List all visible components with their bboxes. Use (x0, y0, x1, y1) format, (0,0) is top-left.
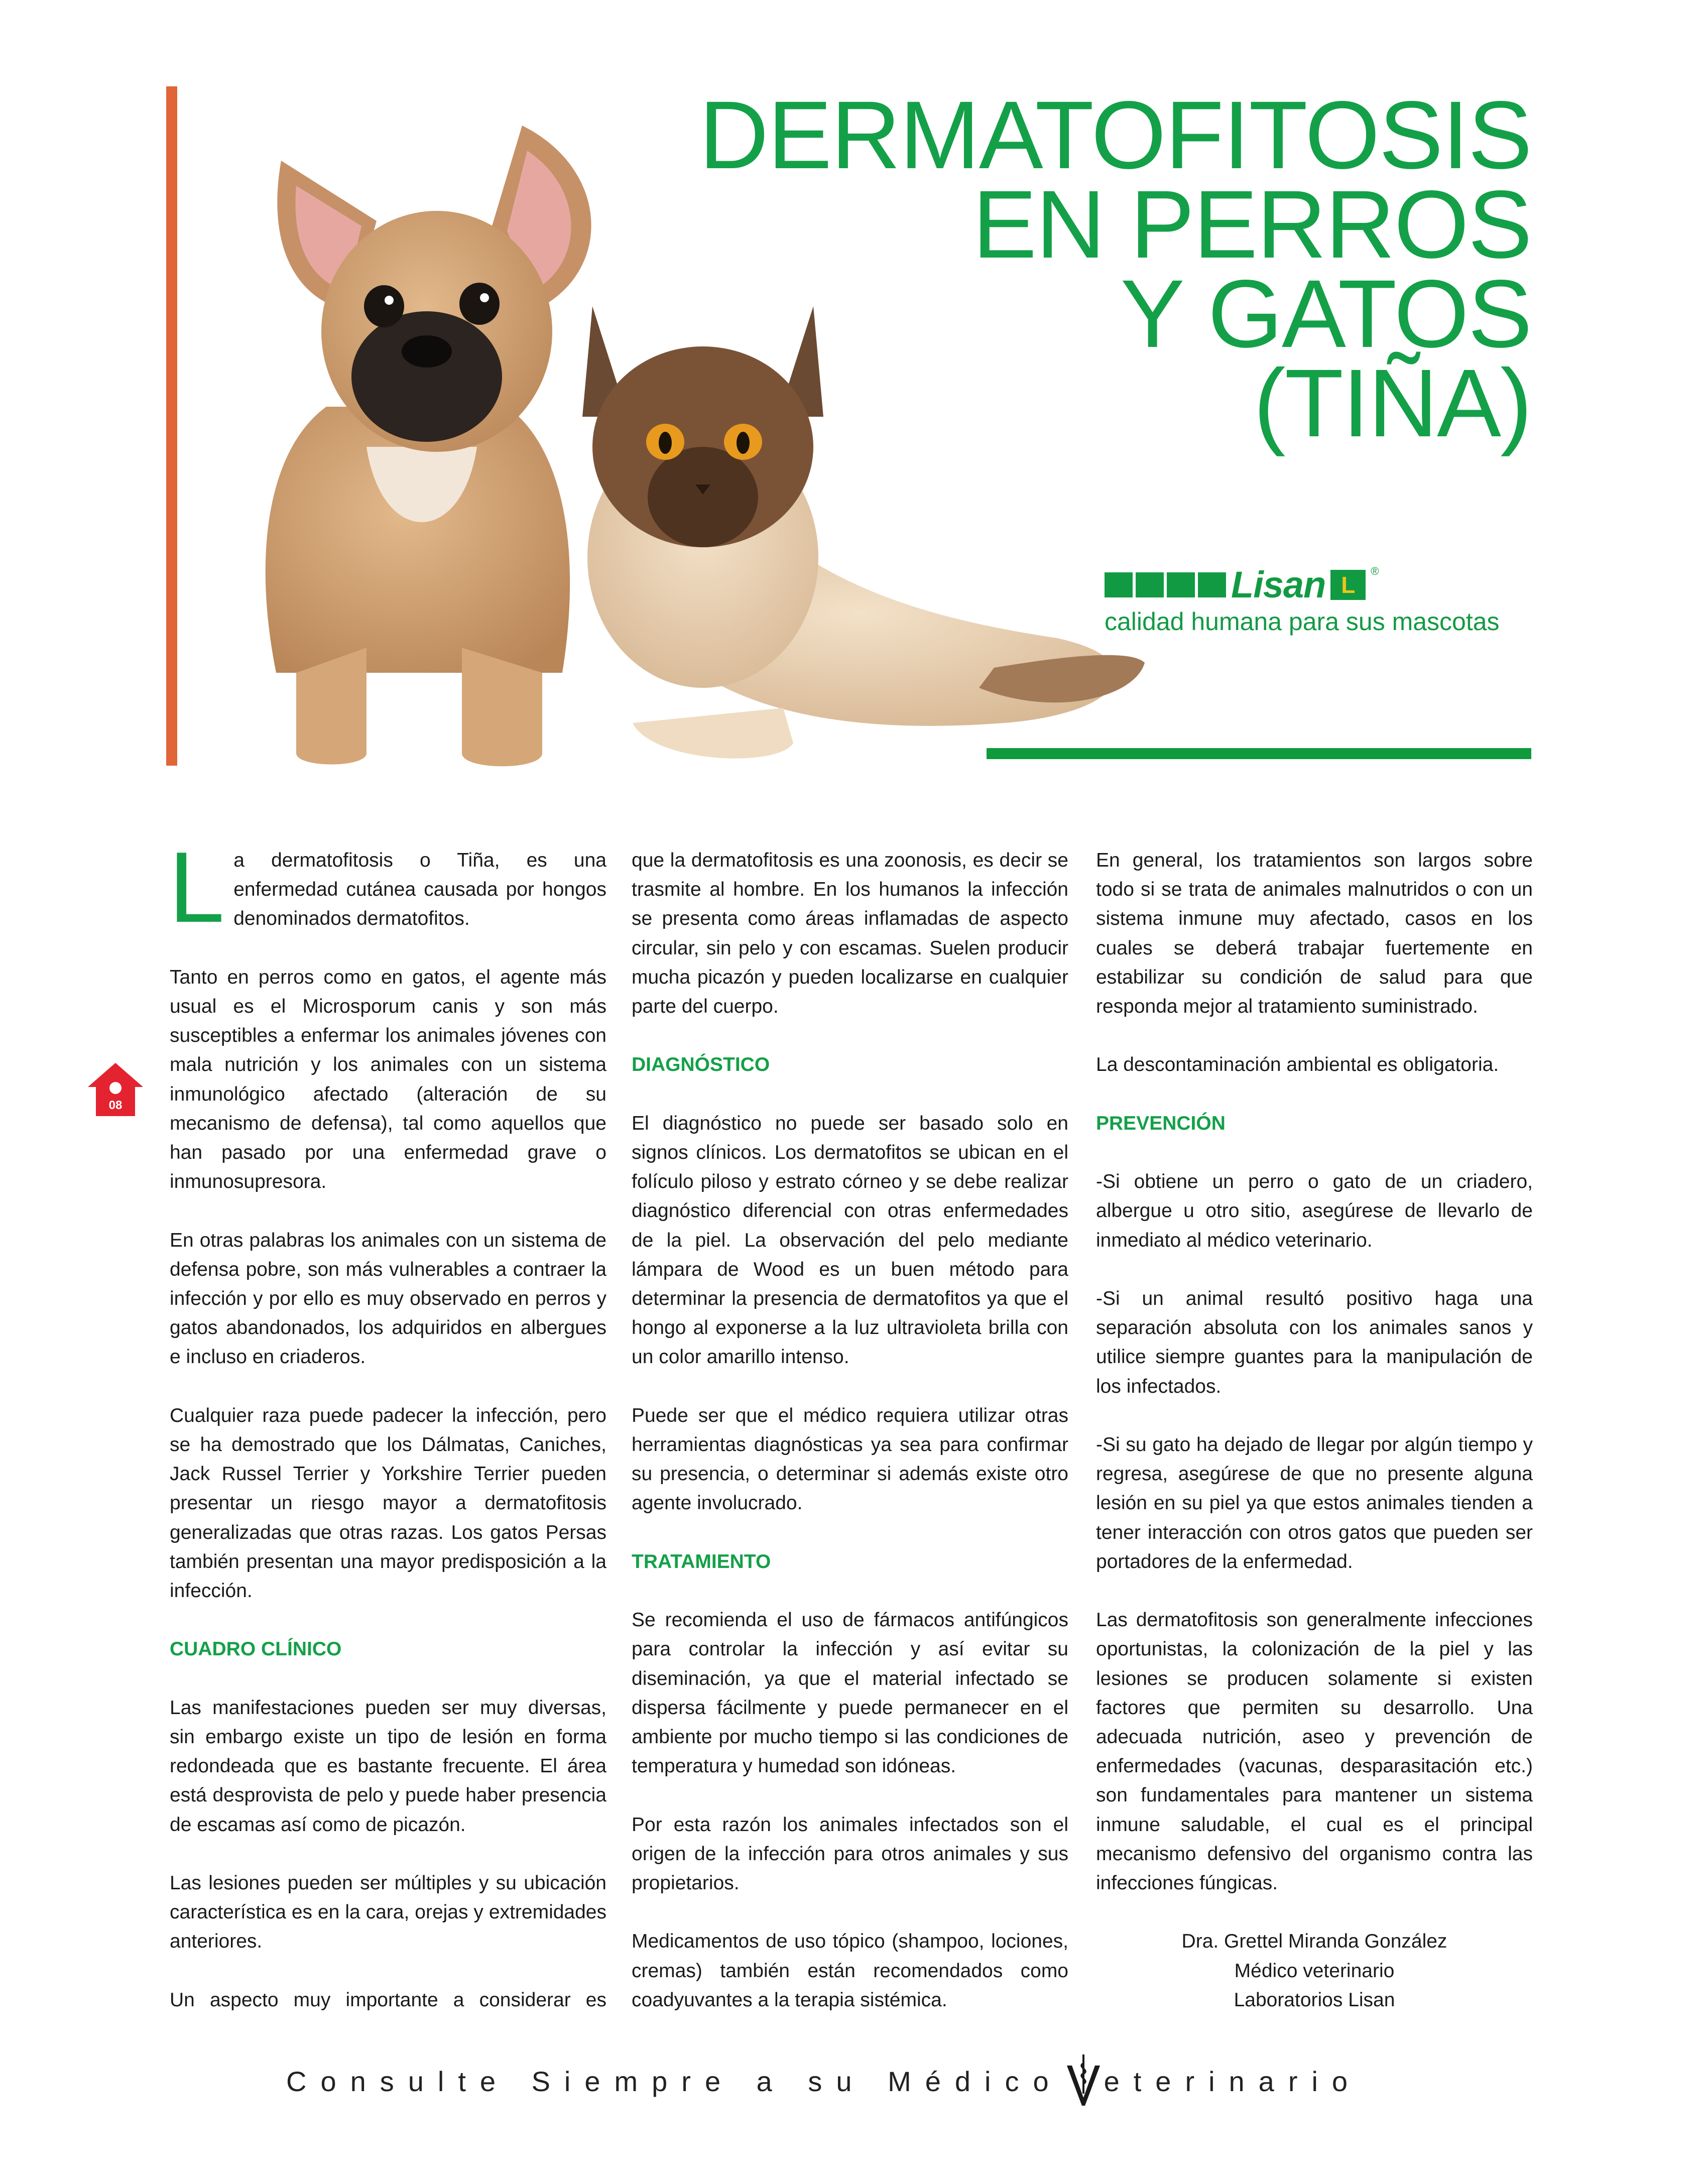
dog-and-cat-photo (201, 95, 1175, 793)
brand-name: Lisan (1231, 564, 1326, 605)
paragraph: Medicamentos de uso tópico (shampoo, lociones, cremas) también están recomendados como coadyuvantes a la terapia sistémica. (632, 1930, 1068, 2011)
signature-name: Dra. Grettel Miranda González (1181, 1930, 1447, 1953)
green-divider (987, 748, 1531, 759)
paragraph: Cualquier raza puede padecer la infección, pero se ha demostrado que los Dálmatas, Caniches, Jack Russel Terrier y Yorkshire Terrier pueden presentar un riesgo mayor a dermatofitosis generalizadas que otras razas. Los gatos Persas también presentan una mayor predisposición a la infección. (170, 1404, 606, 1602)
paragraph: Tanto en perros como en gatos, el agente más usual es el Microsporum canis y son más susceptibles a enfermar los animales jóvenes con mala nutrición y los animales con un sistema inmunológico afectado (alteración de su mecanismo de defensa), tal como aquellos que han pasado por una enfermedad grave o inmunosupresora. (170, 966, 606, 1193)
paragraph: Las manifestaciones pueden ser muy diversas, sin embargo existe un tipo de lesión en forma redondeada que es bastante frecuente. El área está desprovista de pelo y puede haber presencia de escamas así como de picazón. (170, 1696, 606, 1836)
paragraph: -Si un animal resultó positivo haga una separación absoluta con los animales sanos y utilice siempre guantes para la manipulación de los infectados. (1096, 1287, 1533, 1397)
column-2 (632, 846, 1068, 2044)
footer-text-before: Consulte Siempre a su Médico (286, 2065, 1063, 2097)
paragraph: Se recomienda el uso de fármacos antifúngicos para controlar la infección y así evitar su diseminación, ya que el material infectado se dispersa fácilmente y puede permanecer en el ambiente por mucho tiempo si las condiciones de temperatura y humedad son idóneas. (632, 1609, 1068, 1777)
paragraph: La descontaminación ambiental es obligatoria. (1096, 1054, 1499, 1076)
title-line-4: (TIÑA) (1253, 349, 1531, 457)
paragraph: Un aspecto muy importante a considerar es (170, 1989, 606, 2011)
paragraph: -Si obtiene un perro o gato de un criadero, albergue u otro sitio, asegúrese de llevarlo de inmediato al médico veterinario. (1096, 1171, 1533, 1251)
title-line-1: DERMATOFITOSIS (699, 81, 1531, 189)
cat-illustration (582, 306, 1145, 759)
paragraph: Las dermatofitosis son generalmente infecciones oportunistas, la colonización de la piel y las lesiones se producen solamente si existen factores que permiten su desarrollo. Una adecuada nutrición, aseo y prevención de enfermedades (vacunas, desparasitación etc.) son fundamentales para mantener un sistema inmune saludable, el cual es el principal mecanismo defensivo del organismo contra las infecciones fúngicas. (1096, 1609, 1533, 1894)
paragraph: -Si su gato ha dejado de llegar por algún tiempo y regresa, asegúrese de que no presente alguna lesión en su piel ya que estos animales tienden a tener interacción con otros gatos que pueden ser portadores de la enfermedad. (1096, 1433, 1533, 1572)
footer-text-after: eterinario (1104, 2065, 1362, 2097)
veterinary-v-icon (1065, 2053, 1102, 2109)
signature-org: Laboratorios Lisan (1234, 1989, 1395, 2011)
title-line-2: EN PERROS (972, 170, 1531, 278)
title-line-3: Y GATOS (1120, 260, 1531, 368)
heading-diagnostico: DIAGNÓSTICO (632, 1054, 770, 1076)
heading-tratamiento: TRATAMIENTO (632, 1550, 771, 1572)
dog-illustration (266, 126, 591, 766)
orange-accent-bar (166, 86, 177, 766)
animal-silhouettes-icon (1105, 572, 1226, 597)
paragraph: El diagnóstico no puede ser basado solo en signos clínicos. Los dermatofitos se ubican en el folículo piloso y estrato córneo y se debe realizar diagnóstico diferencial con otras enfermedades de la piel. La observación del pelo mediante lámpara de Wood es un buen método para determinar la presencia de dermatofitos ya que el hongo al exponerse a la luz ultravioleta brilla con un color amarillo intenso. (632, 1112, 1068, 1368)
page-number: 08 (108, 1099, 123, 1112)
brand-mark-icon: L (1330, 570, 1366, 600)
paragraph: En general, los tratamientos son largos sobre todo si se trata de animales malnutridos o con un sistema inmune muy afectado, casos en los cuales se deberá trabajar fuertemente en estabilizar su condición de salud para que responda mejor al tratamiento suministrado. (1096, 850, 1533, 1018)
paragraph: Puede ser que el médico requiera utilizar otras herramientas diagnósticas ya sea para confirmar su presencia, o determinar si además existe otro agente involucrado. (632, 1404, 1068, 1514)
paragraph: Las lesiones pueden ser múltiples y su ubicación característica es en la cara, orejas y extremidades anteriores. (170, 1872, 606, 1953)
heading-prevencion: PREVENCIÓN (1096, 1112, 1226, 1134)
drop-cap: L (169, 831, 225, 943)
heading-cuadro-clinico: CUADRO CLÍNICO (170, 1638, 342, 1660)
column-1 (169, 831, 606, 2044)
page-number-badge (83, 1057, 148, 1122)
paragraph: Por esta razón los animales infectados son el origen de la infección para otros animales y sus propietarios. (632, 1813, 1068, 1894)
intro-paragraph: La dermatofitosis o Tiña, es una enfermedad cutánea causada por hongos denominados dermatofitos. (169, 831, 606, 943)
paragraph: que la dermatofitosis es una zoonosis, es decir se trasmite al hombre. En los humanos la infección se presenta como áreas inflamadas de aspecto circular, sin pelo y con escamas. Suelen producir mucha picazón y pueden localizarse en cualquier parte del cuerpo. (632, 850, 1068, 1018)
signature-role: Médico veterinario (1234, 1960, 1395, 1982)
column-3 (1096, 846, 1533, 2015)
footer-slogan (286, 2053, 1441, 2109)
registered-icon: ® (1371, 565, 1379, 577)
brand-logo (1105, 565, 1506, 636)
paragraph: En otras palabras los animales con un sistema de defensa pobre, son más vulnerables a contraer la infección y por ello es muy observado en perros y gatos abandonados, los adquiridos en albergues e incluso en criaderos. (170, 1229, 606, 1368)
brand-tagline: calidad humana para sus mascotas (1105, 608, 1500, 636)
